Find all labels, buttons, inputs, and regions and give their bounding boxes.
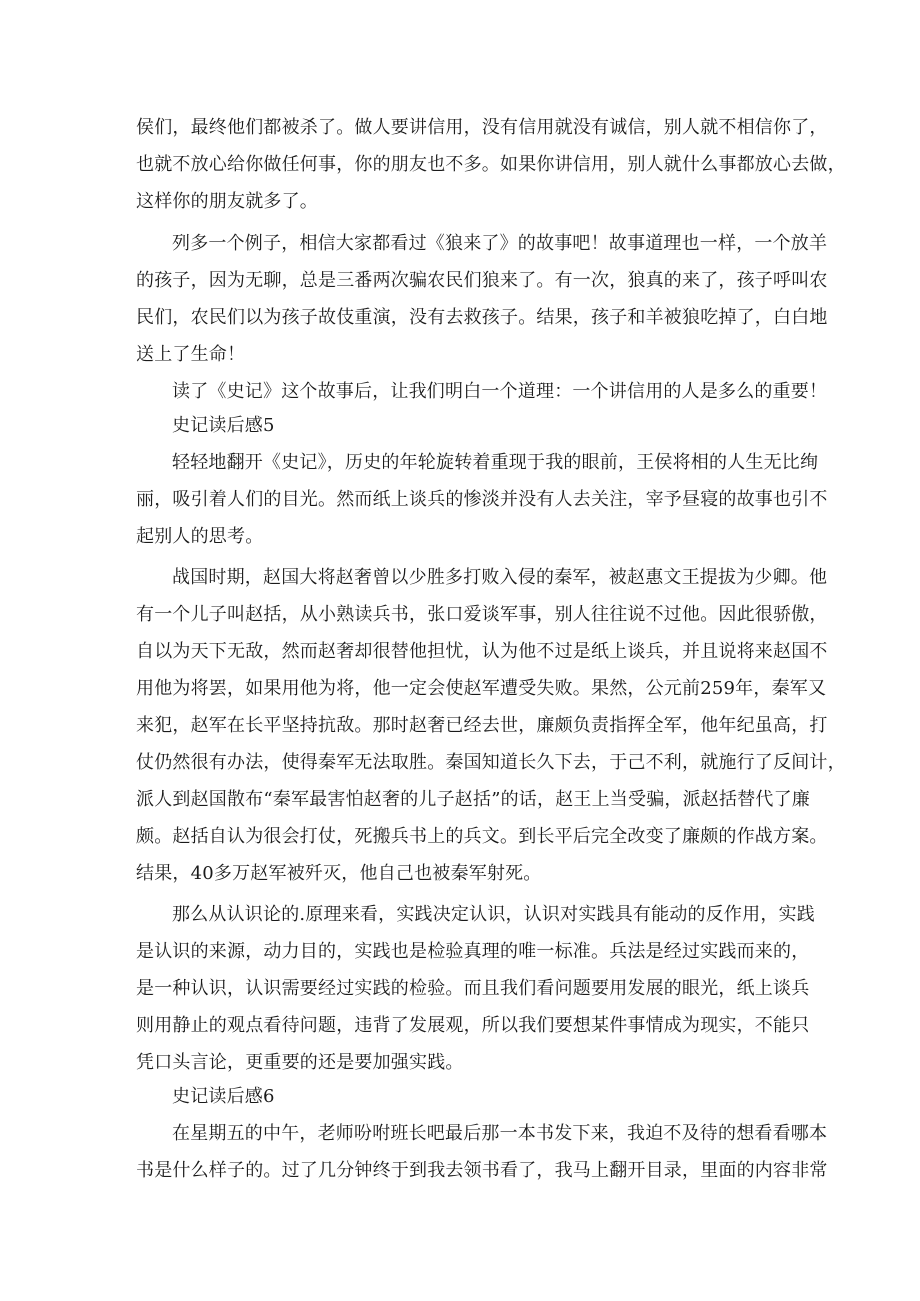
text-line: 民们，农民们以为孩子故伎重演，没有去救孩子。结果，孩子和羊被狼吃掉了，白白地 (136, 307, 828, 328)
text-line: 送上了生命！ (136, 344, 246, 365)
text-line: 丽，吸引着人们的目光。然而纸上谈兵的惨淡并没有人去关注，宰予昼寝的故事也引不 (136, 489, 828, 510)
text-line: 仗仍然很有办法，使得秦军无法取胜。秦国知道长久下去，于己不利，就施行了反间计， (136, 752, 846, 773)
text-line: 用他为将罢，如果用他为将，他一定会使赵军遭受失败。果然，公元前259年，秦军又 (136, 678, 827, 699)
text-line: 也就不放心给你做任何事，你的朋友也不多。如果你讲信用，别人就什么事都放心去做， (136, 154, 846, 175)
text-line: 列多一个例子，相信大家都看过《狼来了》的故事吧！故事道理也一样，一个放羊 (172, 233, 828, 254)
text-line: 凭口头言论，更重要的还是要加强实践。 (136, 1052, 464, 1073)
text-line: 读了《史记》这个故事后，让我们明白一个道理：一个讲信用的人是多么的重要！ (172, 381, 828, 402)
section-heading: 史记读后感6 (172, 1086, 275, 1107)
text-line: 的孩子，因为无聊，总是三番两次骗农民们狼来了。有一次，狼真的来了，孩子呼叫农 (136, 270, 828, 291)
text-line: 是一种认识，认识需要经过实践的检验。而且我们看问题要用发展的眼光，纸上谈兵 (136, 978, 810, 999)
text-line: 侯们，最终他们都被杀了。做人要讲信用，没有信用就没有诚信，别人就不相信你了， (136, 117, 828, 138)
text-line: 起别人的思考。 (136, 526, 264, 547)
text-line: 这样你的朋友就多了。 (136, 191, 318, 212)
section-heading: 史记读后感5 (172, 415, 275, 436)
text-line: 轻轻地翻开《史记》，历史的年轮旋转着重现于我的眼前，王侯将相的人生无比绚 (172, 452, 819, 473)
text-line: 书是什么样子的。过了几分钟终于到我去领书看了，我马上翻开目录，里面的内容非常 (136, 1160, 828, 1181)
text-line: 那么从认识论的.原理来看，实践决定认识，认识对实践具有能动的反作用，实践 (172, 904, 815, 925)
text-line: 则用静止的观点看待问题，违背了发展观，所以我们要想某件事情成为现实，不能只 (136, 1015, 810, 1036)
text-line: 自以为天下无敌，然而赵奢却很替他担忧，认为他不过是纸上谈兵，并且说将来赵国不 (136, 641, 828, 662)
text-line: 来犯，赵军在长平坚持抗敌。那时赵奢已经去世，廉颇负责指挥全军，他年纪虽高，打 (136, 715, 828, 736)
text-line: 战国时期，赵国大将赵奢曾以少胜多打败入侵的秦军，被赵惠文王提拔为少卿。他 (172, 567, 828, 588)
text-line: 派人到赵国散布“秦军最害怕赵奢的儿子赵括”的话，赵王上当受骗，派赵括替代了廉 (136, 789, 811, 810)
text-line: 有一个儿子叫赵括，从小熟读兵书，张口爱谈军事，别人往往说不过他。因此很骄傲， (136, 604, 828, 625)
text-line: 结果，40多万赵军被歼灭，他自己也被秦军射死。 (136, 863, 542, 884)
text-line: 是认识的来源，动力目的，实践也是检验真理的唯一标准。兵法是经过实践而来的， (136, 941, 810, 962)
text-line: 颇。赵括自认为很会打仗，死搬兵书上的兵文。到长平后完全改变了廉颇的作战方案。 (136, 826, 828, 847)
text-line: 在星期五的中午，老师吩咐班长吧最后那一本书发下来，我迫不及待的想看看哪本 (172, 1123, 828, 1144)
